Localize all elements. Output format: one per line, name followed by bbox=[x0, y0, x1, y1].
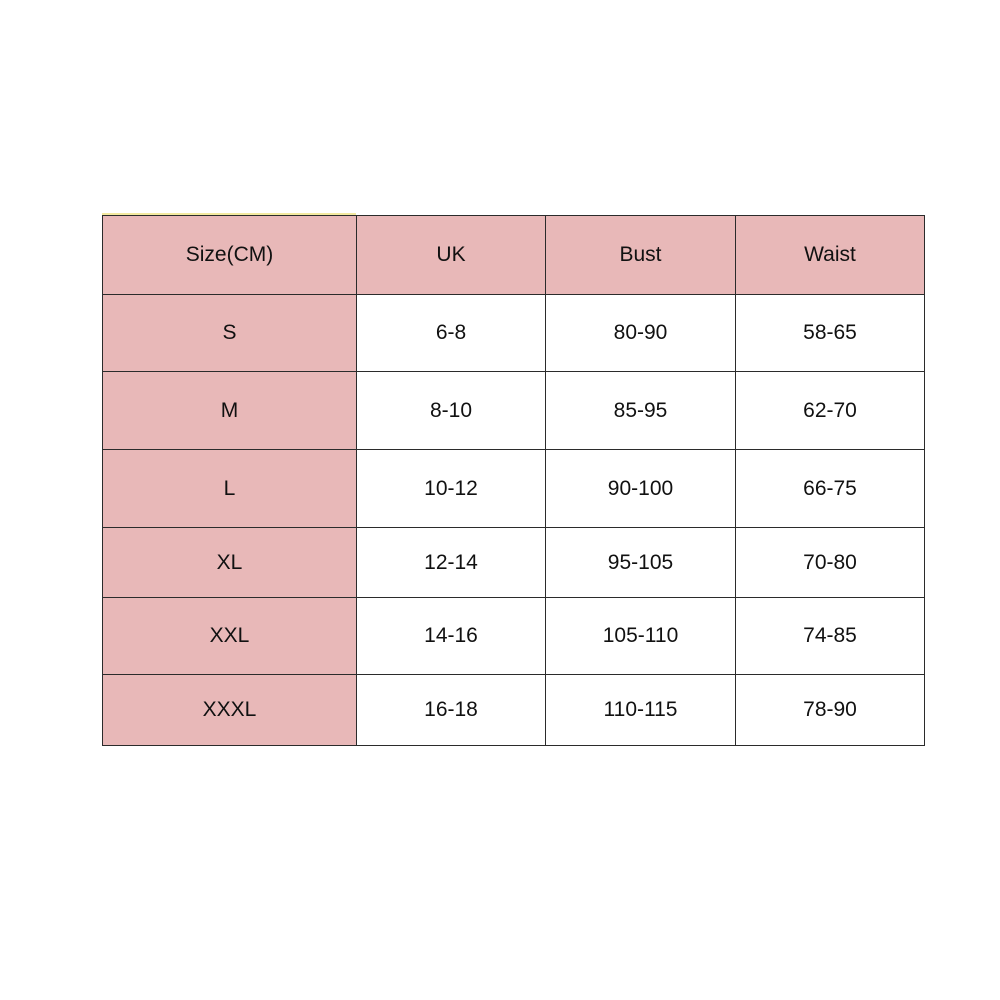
waist-cell: 66-75 bbox=[736, 450, 925, 528]
table-row bbox=[103, 598, 925, 675]
table-row bbox=[103, 295, 925, 372]
bust-cell: 80-90 bbox=[546, 295, 736, 372]
waist-cell: 62-70 bbox=[736, 372, 925, 450]
uk-cell: 8-10 bbox=[357, 372, 546, 450]
header-waist: Waist bbox=[736, 216, 925, 295]
header-uk: UK bbox=[357, 216, 546, 295]
size-cell: XXL bbox=[103, 598, 357, 675]
bust-cell: 110-115 bbox=[546, 675, 736, 746]
uk-cell: 6-8 bbox=[357, 295, 546, 372]
bust-cell: 90-100 bbox=[546, 450, 736, 528]
uk-cell: 16-18 bbox=[357, 675, 546, 746]
uk-cell: 14-16 bbox=[357, 598, 546, 675]
header-size: Size(CM) bbox=[103, 216, 357, 295]
header-row bbox=[103, 216, 925, 295]
table-row bbox=[103, 675, 925, 746]
table-row bbox=[103, 450, 925, 528]
size-cell: M bbox=[103, 372, 357, 450]
bust-cell: 85-95 bbox=[546, 372, 736, 450]
size-cell: XL bbox=[103, 528, 357, 598]
waist-cell: 78-90 bbox=[736, 675, 925, 746]
uk-cell: 12-14 bbox=[357, 528, 546, 598]
table-row bbox=[103, 528, 925, 598]
size-chart-body bbox=[103, 295, 925, 746]
waist-cell: 74-85 bbox=[736, 598, 925, 675]
size-cell: S bbox=[103, 295, 357, 372]
waist-cell: 70-80 bbox=[736, 528, 925, 598]
size-chart-table bbox=[102, 215, 925, 746]
size-cell: L bbox=[103, 450, 357, 528]
waist-cell: 58-65 bbox=[736, 295, 925, 372]
uk-cell: 10-12 bbox=[357, 450, 546, 528]
header-bust: Bust bbox=[546, 216, 736, 295]
table-row bbox=[103, 372, 925, 450]
size-chart-header bbox=[103, 216, 925, 295]
bust-cell: 95-105 bbox=[546, 528, 736, 598]
bust-cell: 105-110 bbox=[546, 598, 736, 675]
size-cell: XXXL bbox=[103, 675, 357, 746]
